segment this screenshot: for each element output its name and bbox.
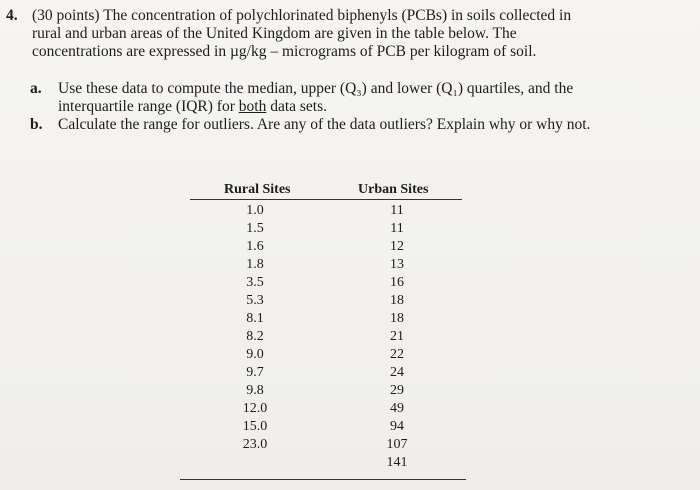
part-a-line-2-pre: interquartile range (IQR) for xyxy=(58,98,239,115)
part-a-label: a. xyxy=(30,80,42,97)
urban-value-cell: 12 xyxy=(390,239,404,254)
urban-value-cell: 21 xyxy=(390,329,404,344)
part-a-line-1: Use these data to compute the median, upper (Q₃) and lower (Q₁) quartiles, and the xyxy=(58,80,574,97)
question-line-1: (30 points) The concentration of polychlorinated biphenyls (PCBs) in soils collected in xyxy=(32,7,572,24)
urban-value-cell: 22 xyxy=(390,347,404,362)
urban-value-cell: 141 xyxy=(386,455,408,470)
part-a-text xyxy=(58,80,658,116)
rural-value-cell: 1.5 xyxy=(246,221,264,236)
question-line-2: rural and urban areas of the United Kingdom are given in the table below. The xyxy=(32,25,517,42)
rural-value-cell: 5.3 xyxy=(246,293,264,308)
rural-value-cell: 12.0 xyxy=(242,401,268,416)
urban-value-cell: 24 xyxy=(390,365,404,380)
rural-value-cell: 9.7 xyxy=(246,365,264,380)
rural-value-cell: 3.5 xyxy=(246,275,264,290)
rural-value-cell: 8.1 xyxy=(246,311,264,326)
part-a-line-2-post: data sets. xyxy=(266,98,328,115)
rural-value-cell: 1.6 xyxy=(246,239,264,254)
urban-value-cell: 11 xyxy=(390,221,404,236)
urban-value-cell: 11 xyxy=(390,203,404,218)
table-top-rule xyxy=(190,199,462,200)
rural-value-cell: 1.0 xyxy=(246,203,264,218)
part-a-line-2 xyxy=(58,98,658,116)
urban-value-cell: 49 xyxy=(390,401,404,416)
rural-value-cell: 9.0 xyxy=(246,347,264,362)
rural-value-cell: 1.8 xyxy=(246,257,264,272)
question-text xyxy=(32,7,672,61)
urban-value-cell: 94 xyxy=(390,419,404,434)
urban-value-cell: 18 xyxy=(390,293,404,308)
urban-column xyxy=(372,202,422,472)
rural-column xyxy=(230,202,280,454)
table-bottom-rule xyxy=(180,479,466,480)
part-b-label: b. xyxy=(30,116,43,133)
rural-sites-header: Rural Sites xyxy=(224,182,291,197)
urban-value-cell: 29 xyxy=(390,383,404,398)
urban-value-cell: 13 xyxy=(390,257,404,272)
part-b-text: Calculate the range for outliers. Are any of the data outliers? Explain why or why not. xyxy=(58,116,591,133)
rural-value-cell: 9.8 xyxy=(246,383,264,398)
urban-value-cell: 18 xyxy=(390,311,404,326)
part-a-underlined-word: both xyxy=(238,98,267,115)
question-number: 4. xyxy=(6,7,18,24)
urban-value-cell: 107 xyxy=(386,437,408,452)
urban-sites-header: Urban Sites xyxy=(358,182,429,197)
question-line-3: concentrations are expressed in µg/kg – micrograms of PCB per kilogram of soil. xyxy=(32,43,537,60)
urban-value-cell: 16 xyxy=(390,275,404,290)
rural-value-cell: 15.0 xyxy=(242,419,268,434)
rural-value-cell: 8.2 xyxy=(246,329,264,344)
rural-value-cell: 23.0 xyxy=(242,437,268,452)
